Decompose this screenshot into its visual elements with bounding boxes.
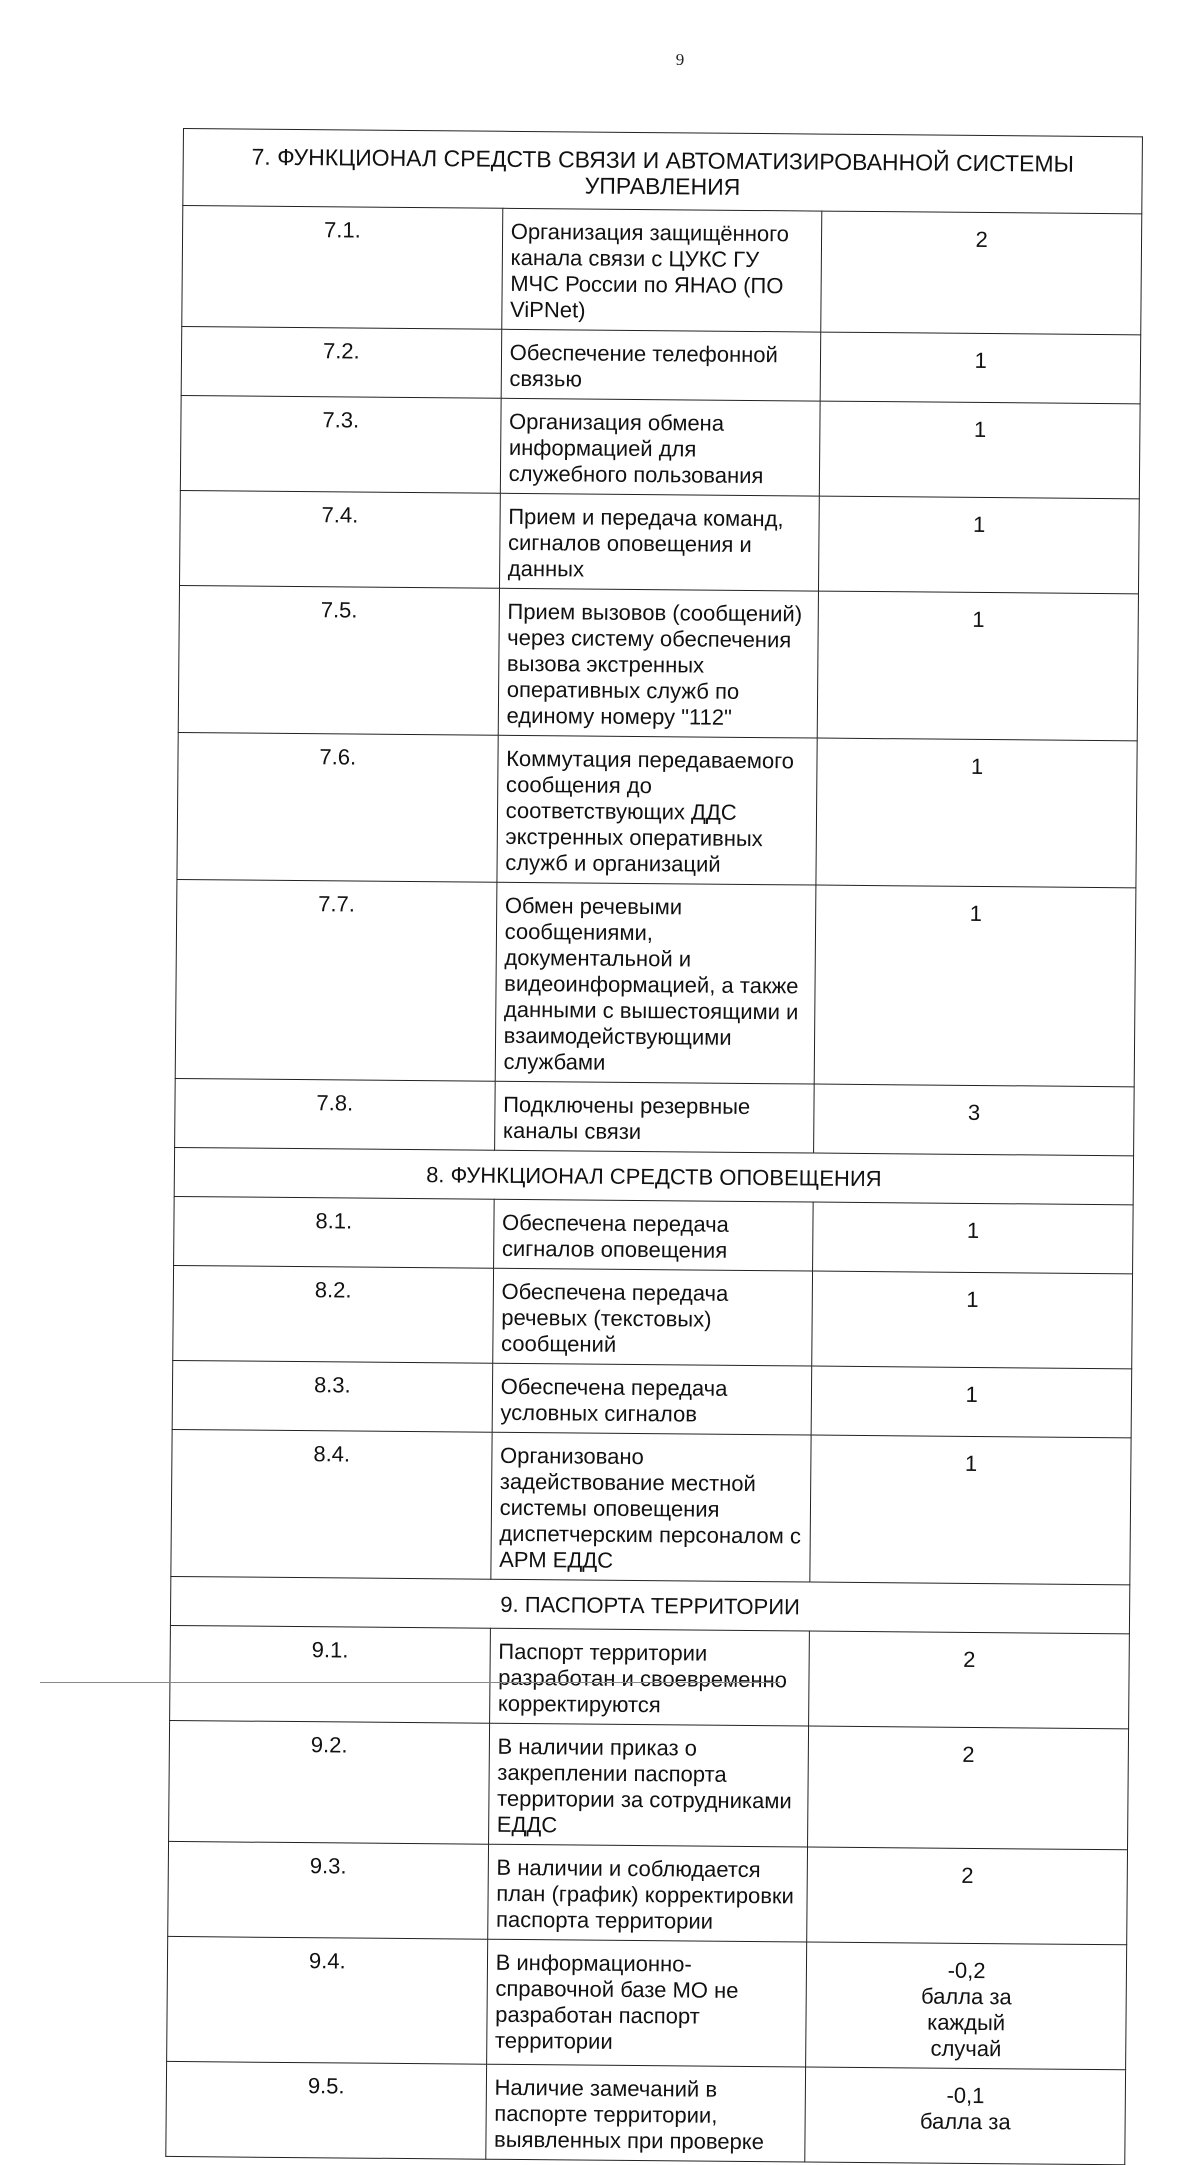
row-score: 2 — [821, 211, 1142, 335]
table-row — [182, 206, 1142, 335]
row-score: -0,1 балла за — [805, 2067, 1126, 2165]
row-criterion: Обеспечена передача сигналов оповещения — [493, 1199, 813, 1271]
row-criterion: Коммутация передаваемого сообщения до соответствующих ДДС экстренных оперативных служб и организаций — [497, 735, 818, 885]
row-score: 1 — [816, 738, 1137, 888]
row-score: 2 — [807, 1847, 1128, 1945]
table-row — [175, 1078, 1135, 1155]
table-row — [173, 1265, 1133, 1368]
row-score: 1 — [811, 1366, 1131, 1438]
section-header-row — [183, 129, 1143, 214]
row-criterion: Организация обмена информацией для служебного пользования — [500, 398, 820, 496]
row-number: 9.2. — [169, 1720, 490, 1844]
table-row — [178, 585, 1138, 740]
row-number: 7.4. — [180, 490, 500, 588]
section-header-row — [174, 1147, 1133, 1204]
row-criterion: Организовано задействование местной системы оповещения диспетчерским персоналом с АРМ ЕДДС — [491, 1432, 812, 1582]
row-score: 1 — [820, 332, 1140, 404]
footer-rule — [40, 1682, 780, 1683]
row-criterion: В наличии приказ о закреплении паспорта территории за сотрудниками ЕДДС — [488, 1723, 809, 1847]
table-row — [172, 1360, 1132, 1437]
row-score: 2 — [809, 1631, 1130, 1729]
row-criterion: В информационно-справочной базе МО не разработан паспорт территории — [486, 1939, 807, 2067]
row-score: 1 — [818, 591, 1139, 741]
row-number: 7.2. — [181, 326, 501, 398]
row-number: 8.3. — [172, 1360, 492, 1432]
row-criterion: Обеспечение телефонной связью — [501, 329, 821, 401]
table-row — [167, 1936, 1127, 2069]
table-row — [170, 1625, 1130, 1728]
row-number: 9.3. — [168, 1841, 488, 1939]
row-criterion: В наличии и соблюдается план (график) корректировки паспорта территории — [487, 1844, 807, 1942]
row-criterion: Организация защищённого канала связи с ЦУКС ГУ МЧС России по ЯНАО (ПО ViPNet) — [501, 208, 822, 332]
table-row — [181, 326, 1141, 403]
row-number: 9.5. — [166, 2061, 486, 2159]
row-score: 3 — [814, 1084, 1134, 1156]
table-row — [180, 395, 1140, 498]
row-number: 7.1. — [182, 206, 503, 330]
row-score: 1 — [820, 401, 1141, 499]
page-number: 9 — [675, 50, 685, 69]
row-score: 2 — [808, 1726, 1129, 1850]
table-row — [171, 1429, 1131, 1584]
row-score: 1 — [819, 496, 1140, 594]
row-criterion: Подключены резервные каналы связи — [494, 1081, 814, 1153]
table-row — [177, 732, 1137, 887]
criteria-table — [165, 128, 1143, 2165]
row-criterion: Обеспечена передача речевых (текстовых) сообщений — [492, 1268, 812, 1366]
row-score: 1 — [810, 1435, 1131, 1585]
row-number: 7.3. — [180, 395, 500, 493]
row-criterion: Прием и передача команд, сигналов оповещения и данных — [499, 493, 819, 591]
row-criterion: Наличие замечаний в паспорте территории, выявленных при проверке — [485, 2064, 805, 2162]
row-number: 7.6. — [177, 732, 498, 882]
table-row — [169, 1720, 1129, 1849]
table-row — [168, 1841, 1128, 1944]
section-title: 9. ПАСПОРТА ТЕРРИТОРИИ — [170, 1576, 1129, 1633]
row-criterion: Обеспечена передача условных сигналов — [492, 1363, 812, 1435]
row-number: 7.7. — [175, 879, 496, 1081]
row-number: 8.1. — [174, 1196, 494, 1268]
row-number: 7.5. — [178, 585, 499, 735]
row-number: 9.1. — [170, 1625, 490, 1723]
row-score: -0,2 балла за каждый случай — [806, 1942, 1127, 2070]
row-criterion: Паспорт территории разработан и своевременно корректируются — [489, 1628, 809, 1726]
table-row — [180, 490, 1140, 593]
section-header-row — [170, 1576, 1129, 1633]
row-number: 8.2. — [173, 1265, 493, 1363]
section-title: 8. ФУНКЦИОНАЛ СРЕДСТВ ОПОВЕЩЕНИЯ — [174, 1147, 1133, 1204]
row-score: 1 — [812, 1271, 1133, 1369]
criteria-table-body — [166, 129, 1143, 2165]
table-row — [166, 2061, 1126, 2164]
row-number: 9.4. — [167, 1936, 488, 2064]
section-title: 7. ФУНКЦИОНАЛ СРЕДСТВ СВЯЗИ И АВТОМАТИЗИРОВАННОЙ СИСТЕМЫ УПРАВЛЕНИЯ — [183, 129, 1143, 214]
row-criterion: Обмен речевыми сообщениями, документальной и видеоинформацией, а также данными с вышестоящими и взаимодействующими службами — [495, 882, 816, 1084]
row-number: 8.4. — [171, 1429, 492, 1579]
row-criterion: Прием вызовов (сообщений) через систему обеспечения вызова экстренных оперативных служб по единому номеру "112" — [498, 588, 819, 738]
table-row — [175, 879, 1136, 1086]
table-row — [174, 1196, 1134, 1273]
row-score: 1 — [814, 885, 1135, 1087]
row-score: 1 — [813, 1202, 1133, 1274]
row-number: 7.8. — [175, 1078, 495, 1150]
